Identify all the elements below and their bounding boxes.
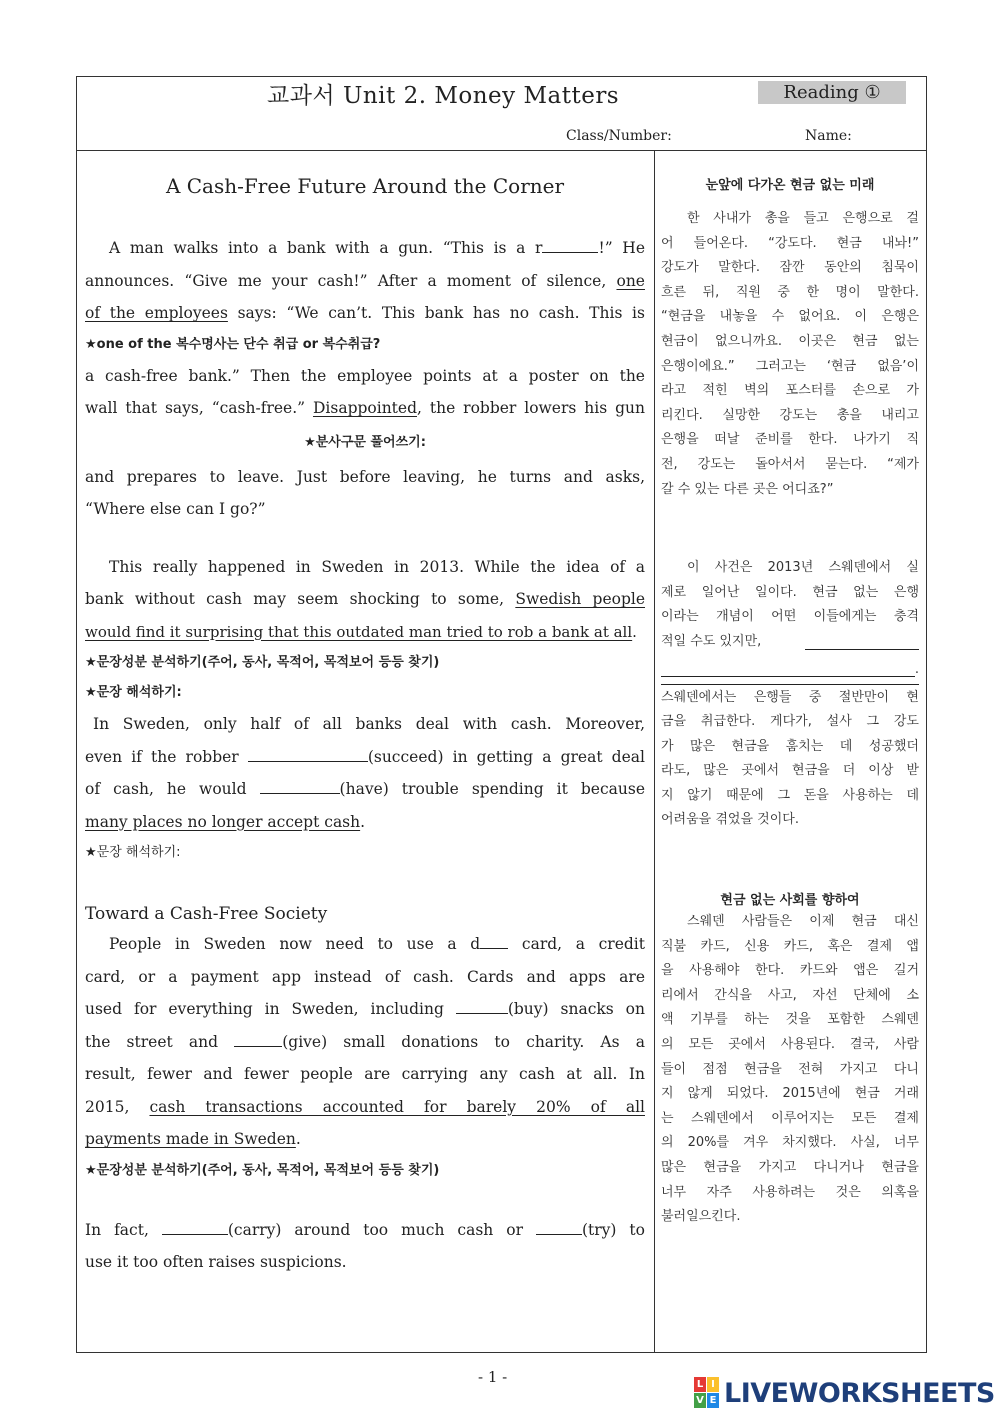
korean-subheading: 현금 없는 사회를 향하여 xyxy=(720,893,860,909)
grammar-note: ★문장 해석하기: xyxy=(85,845,181,860)
grammar-note: ★문장성분 분석하기(주어, 동사, 목적어, 목적보어 등등 찾기) xyxy=(85,655,440,670)
korean-paragraph-1: 한 사내가 총을 들고 은행으로 걸 어 들어온다. “강도다. 현금 내놔!” 강도가 말한다. 잠깐 동안의 침묵이 흐른 뒤, 직원 중 한 명이 말한다. “현금을 내놓을 수 없어요. 이 은행은 현금이 없으니까요. 이곳은 현금 없는 은행이에요.” 그러고는 ‘현금 없음’이 라고 적힌 벽의 포스터를 손으로 가 리킨다. 실망한 강도는 총을 내리고 은행을 떠날 준비를 한다. 나가기 직 전, 강도는 돌아서서 묻는다. “제가 갈 수 있는 다른 곳은 어디죠?” xyxy=(661,211,919,497)
grammar-note: ★문장 해석하기: xyxy=(85,685,182,700)
class-number-label: Class/Number: xyxy=(566,128,672,144)
worksheet-frame xyxy=(76,76,927,1353)
carry-blank[interactable] xyxy=(162,1220,228,1235)
logo-text: LIVEWORKSHEETS xyxy=(724,1377,995,1409)
debit-blank[interactable] xyxy=(480,934,508,949)
korean-title: 눈앞에 다가온 현금 없는 미래 xyxy=(705,178,875,193)
grammar-note: ★문장성분 분석하기(주어, 동사, 목적어, 목적보어 등등 찾기) xyxy=(85,1162,440,1178)
paragraph-1: A man walks into a bank with a gun. “This is a r !” He announces. “Give me your cash!” After a moment of silence, one of the employees says: “We can’t. This bank has no cash. This is ★one of the 복수명사는 단수 취급 or 복수취급? a cash-free bank.” Then the employee points at a poster on the wall that says, “cash-free.” Disappointed, the robber lowers his gun ★분사구문 풀어쓰기: and prepares to leave. Just before leaving, he turns and asks, “Where else can I go?” xyxy=(85,239,645,518)
korean-paragraph-2: 이 사건은 2013년 스웨덴에서 실 제로 일어난 일이다. 현금 없는 은행 이라는 개념이 어떤 이들에게는 충격 적일 수도 있지만, . xyxy=(661,556,919,684)
page-number: - 1 - xyxy=(478,1368,508,1386)
section-heading: Toward a Cash-Free Society xyxy=(85,904,328,924)
translation-line[interactable] xyxy=(661,684,919,685)
succeed-blank[interactable] xyxy=(248,747,368,762)
name-label: Name: xyxy=(805,128,852,144)
worksheet-header xyxy=(77,77,926,151)
liveworksheets-logo xyxy=(694,1375,995,1411)
grammar-note: ★분사구문 풀어쓰기: xyxy=(304,434,426,450)
korean-paragraph-3: 스웨덴에서는 은행들 중 절반만이 현 금을 취급한다. 게다가, 설사 그 강도 가 많은 현금을 훔치는 데 성공했더 라도, 많은 곳에서 현금을 더 이상 받 지 않기 때문에 그 돈을 사용하는 데 어려움을 겪었을 것이다. xyxy=(661,689,919,828)
logo-icon: L I V E xyxy=(694,1377,720,1409)
passage-title: A Cash-Free Future Around the Corner xyxy=(165,174,565,198)
grammar-note: ★one of the 복수명사는 단수 취급 or 복수취급? xyxy=(85,336,381,352)
column-divider xyxy=(654,150,655,1353)
korean-column xyxy=(661,150,919,1230)
translation-blank[interactable] xyxy=(805,635,919,650)
robbery-blank[interactable] xyxy=(542,238,598,253)
paragraph-4: People in Sweden now need to use a d card, a credit card, or a payment app instead of cash. Cards and apps are used for everything in Sweden, including (buy) snacks on the street and (give) small donations to charity. As a result, fewer and fewer people are carrying any cash at all. In 2015, cash transactions accounted for barely 20% of all payments made in Sweden. ★문장성분 분석하기(주어, 동사, 목적어, 목적보어 등등 찾기) In fact, (carry) around too much cash or (try) to use it too often raises suspicions. xyxy=(85,935,645,1271)
have-blank[interactable] xyxy=(260,779,340,794)
try-blank[interactable] xyxy=(536,1220,582,1235)
reading-badge: Reading ① xyxy=(758,81,906,104)
translation-line[interactable] xyxy=(661,676,915,677)
buy-blank[interactable] xyxy=(456,999,508,1014)
paragraph-3: In Sweden, only half of all banks deal with cash. Moreover, even if the robber (succeed) in getting a great deal of cash, he would (have) trouble spending it because many places no longer accept cash. ★문장 해석하기: xyxy=(85,708,645,868)
english-column xyxy=(85,150,645,1279)
korean-paragraph-4: 스웨덴 사람들은 이제 현금 대신 직불 카드, 신용 카드, 혹은 결제 앱 을 사용해야 한다. 카드와 앱은 길거 리에서 간식을 사고, 자선 단체에 소 액 기부를 하는 것을 포함한 스웨덴 의 모든 곳에서 사용된다. 결국, 사람 들이 점점 현금을 전혀 가지고 다니 지 않게 되었다. 2015년에 현금 거래 는 스웨덴에서 이루어지는 모든 결제 의 20%를 겨우 차지했다. 사실, 너무 많은 현금을 가지고 다니거나 현금을 너무 자주 사용하려는 것은 의혹을 불러일으킨다. xyxy=(661,914,919,1225)
give-blank[interactable] xyxy=(234,1032,282,1047)
page-title: 교과서 Unit 2. Money Matters xyxy=(267,83,620,109)
paragraph-2: This really happened in Sweden in 2013. While the idea of a bank without cash may seem shocking to some, Swedish people would find it surprising that this outdated man tried to rob a bank at all. ★문장성분 분석하기(주어, 동사, 목적어, 목적보어 등등 찾기) ★문장 해석하기: xyxy=(85,551,645,709)
